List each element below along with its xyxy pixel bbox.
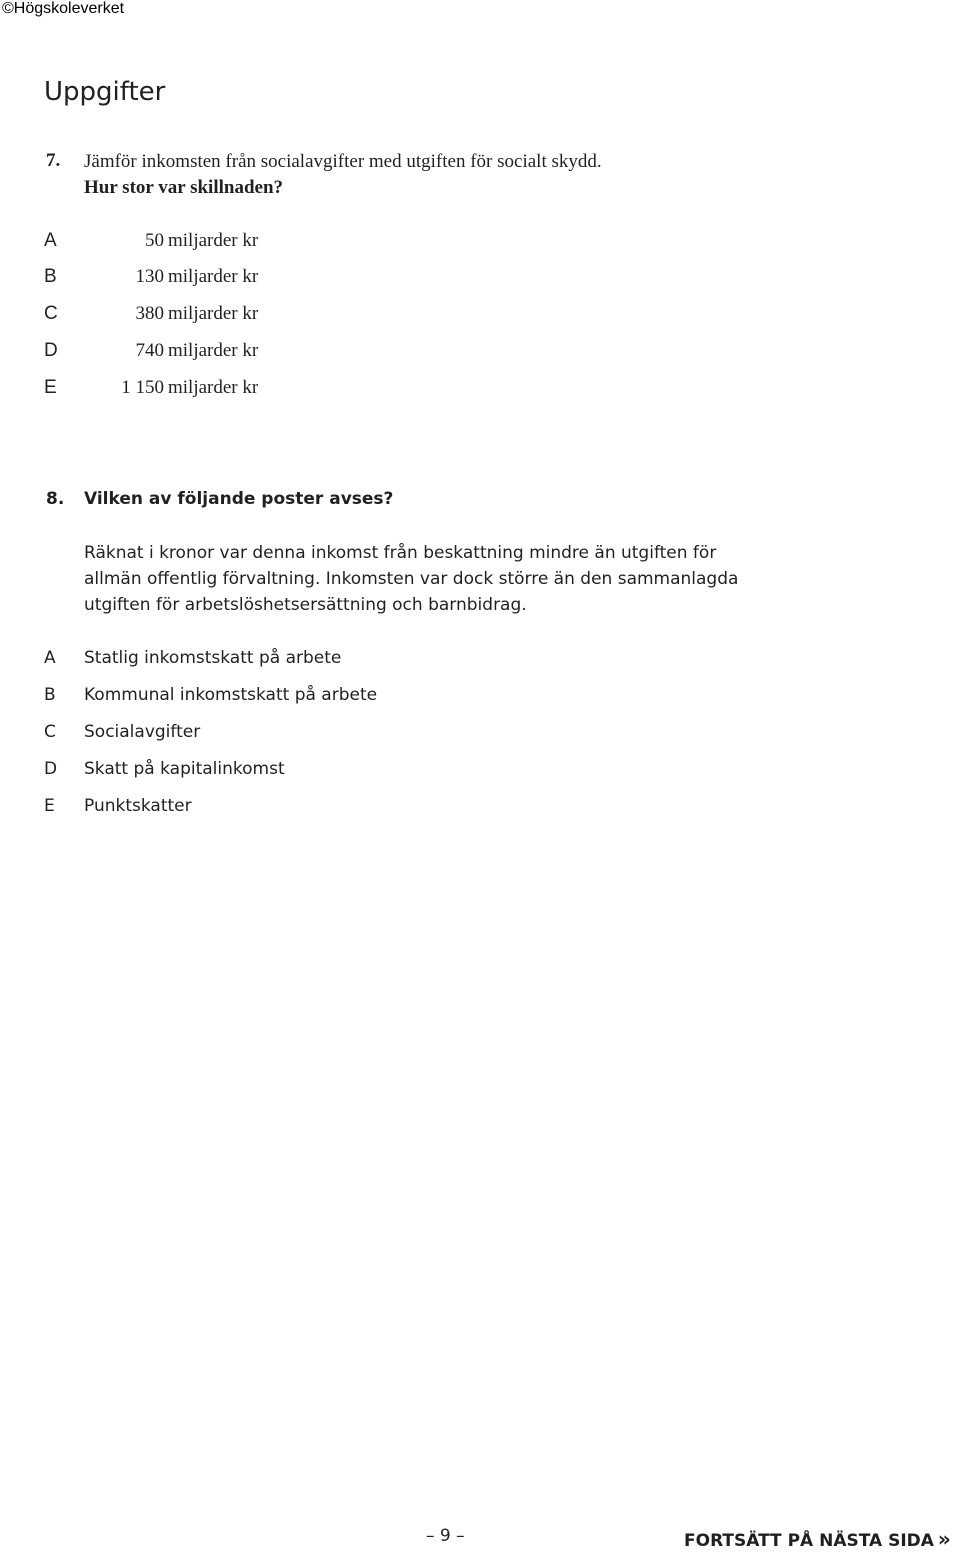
option-letter: B xyxy=(44,685,56,705)
description-line: Räknat i kronor var denna inkomst från beskattning mindre än utgiften för xyxy=(84,543,717,563)
option-text: Punktskatter xyxy=(84,796,192,816)
option-value: 380 xyxy=(135,303,164,324)
question-text xyxy=(84,149,602,201)
option-text: Socialavgifter xyxy=(84,722,201,742)
question-line: Jämför inkomsten från socialavgifter med utgiften för socialt skydd. xyxy=(84,151,602,172)
option-letter: C xyxy=(44,303,58,324)
option-unit: miljarder kr xyxy=(168,340,259,361)
option-unit: miljarder kr xyxy=(168,303,259,324)
continue-label: FORTSÄTT PÅ NÄSTA SIDA xyxy=(684,1531,934,1551)
option-unit: miljarder kr xyxy=(168,230,259,251)
option-value: 130 xyxy=(135,266,164,287)
option-letter: E xyxy=(44,796,55,816)
option-text: Kommunal inkomstskatt på arbete xyxy=(84,685,378,705)
option-letter: E xyxy=(44,377,57,398)
option-text: Statlig inkomstskatt på arbete xyxy=(84,648,342,668)
option-value: 740 xyxy=(135,340,164,361)
question-number: 7. xyxy=(46,150,61,171)
option-letter: B xyxy=(44,266,57,287)
question-description xyxy=(84,540,774,618)
description-line: utgiften för arbetslöshetsersättning och barnbidrag. xyxy=(84,595,527,615)
option-unit: miljarder kr xyxy=(168,266,259,287)
question-prompt: Vilken av följande poster avses? xyxy=(84,489,394,509)
page-heading: Uppgifter xyxy=(44,77,166,107)
continue-next-page xyxy=(684,1527,951,1553)
question-number: 8. xyxy=(46,489,65,509)
option-text: Skatt på kapitalinkomst xyxy=(84,759,285,779)
double-chevron-right-icon: » xyxy=(937,1527,951,1551)
option-letter: D xyxy=(44,340,58,361)
option-unit: miljarder kr xyxy=(168,377,259,398)
description-line: allmän offentlig förvaltning. Inkomsten var dock större än den sammanlagda xyxy=(84,569,739,589)
page-number: – 9 – xyxy=(426,1526,465,1546)
copyright-notice: ©Högskoleverket xyxy=(2,0,125,17)
option-value: 1 150 xyxy=(121,377,164,398)
option-letter: A xyxy=(44,648,56,668)
option-letter: C xyxy=(44,722,56,742)
option-letter: D xyxy=(44,759,58,779)
option-value: 50 xyxy=(145,230,164,251)
option-letter: A xyxy=(44,230,57,251)
question-prompt: Hur stor var skillnaden? xyxy=(84,177,284,198)
